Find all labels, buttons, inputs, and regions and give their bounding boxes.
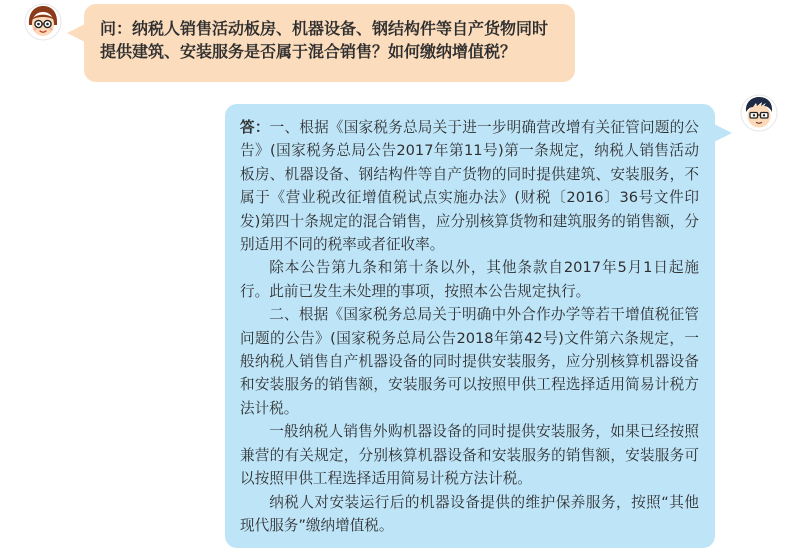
question-bubble (84, 4, 575, 82)
answerer-avatar-icon (740, 94, 778, 132)
answer-paragraph-5: 纳税人对安装运行后的机器设备提供的维护保养服务，按照“其他现代服务”缴纳增值税。 (240, 493, 699, 534)
answer-paragraph-3: 二、根据《国家税务总局关于明确中外合作办学等若干增值税征管问题的公告》(国家税务总局公告2018年第42号)文件第六条规定，一般纳税人销售自产机器设备的同时提供安装服务，应分别核算机器设备和安装服务的销售额，安装服务可以按照甲供工程选择适用简易计税方法计税。 (240, 306, 699, 417)
answer-paragraph-2: 除本公告第九条和第十条以外，其他条款自2017年5月1日起施行。此前已发生未处理的事项，按照本公告规定执行。 (240, 259, 699, 300)
answer-paragraph-1 (240, 116, 699, 256)
answer-bubble (225, 104, 715, 548)
answer-lead: 答： (240, 119, 270, 136)
question-text: 问：纳税人销售活动板房、机器设备、钢结构件等自产货物同时提供建筑、安装服务是否属于混合销售？如何缴纳增值税？ (100, 19, 549, 61)
asker-avatar-icon (24, 3, 62, 41)
answer-paragraph-1-text: 一、根据《国家税务总局关于进一步明确营改增有关征管问题的公告》(国家税务总局公告2017年第11号)第一条规定，纳税人销售活动板房、机器设备、钢结构件等自产货物的同时提供建筑、安装服务，不属于《营业税改征增值税试点实施办法》(财税〔2016〕36号文件印发)第四十条规定的混合销售，应分别核算货物和建筑服务的销售额，分别适用不同的税率或者征收率。 (240, 119, 699, 254)
answer-paragraph-4: 一般纳税人销售外购机器设备的同时提供安装服务，如果已经按照兼营的有关规定，分别核算机器设备和安装服务的销售额，安装服务可以按照甲供工程选择适用简易计税方法计税。 (240, 423, 699, 488)
